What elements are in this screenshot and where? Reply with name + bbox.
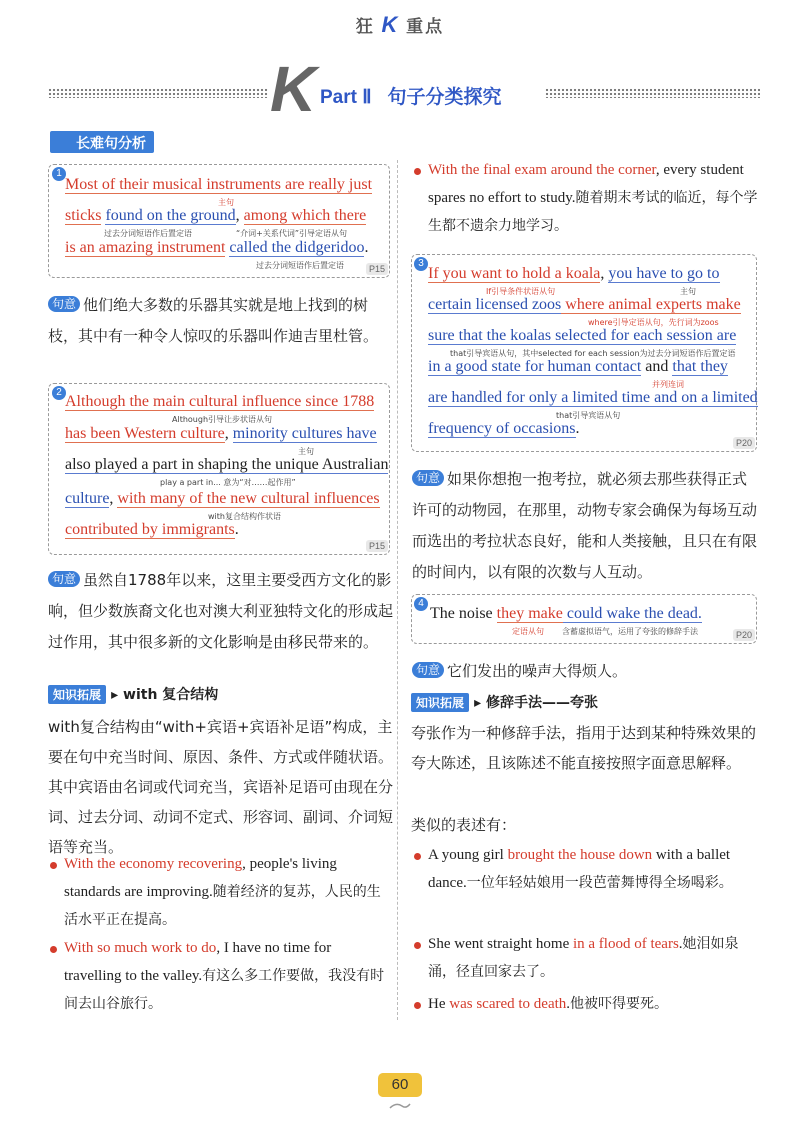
knowledge-body-1: with复合结构由“with+宾语+宾语补足语”构成，主要在句中充当时间、原因、条件、方式或伴随状语。其中宾语由名词或代词充当，宾语补足语可由现在分词、过去分词、动词不定式、形容词、副词、介词短语等充当。 bbox=[48, 718, 394, 856]
s2-line5: contributed by immigrants. bbox=[65, 521, 239, 538]
bullet bbox=[50, 946, 57, 953]
knowledge-heading-2: 知识拓展 ▸ 修辞手法——夸张 bbox=[411, 692, 598, 712]
s2-ann2: 主句 bbox=[298, 447, 314, 456]
s3-ann2: where引导定语从句，先行词为zoos bbox=[588, 318, 719, 327]
s3-ann4: 并列连词 bbox=[652, 380, 684, 389]
footer-ornament-icon bbox=[388, 1100, 412, 1112]
example-with-2: With so much work to do, I have no time for travelling to the valley.有这么多工作要做，我没有时间去山谷旅行。 bbox=[64, 940, 385, 1012]
bullet bbox=[414, 942, 421, 949]
s1-line1: Most of their musical instruments are really just bbox=[65, 176, 373, 193]
s2-line4: culture, with many of the new cultural influences bbox=[65, 490, 380, 507]
section-label: 长难句分析 bbox=[50, 131, 154, 153]
example-hyperbole-1: A young girl brought the house down with a ballet dance.一位年轻姑娘用一段芭蕾舞博得全场喝彩。 bbox=[428, 847, 733, 891]
sentence-number-4: 4 bbox=[414, 597, 428, 611]
s4-ann1b: 含蓄虚拟语气，运用了夸张的修辞手法 bbox=[562, 627, 698, 636]
running-header: 狂 K 重点 bbox=[355, 12, 445, 37]
translation-4: 句意 它们发出的噪声大得烦人。 bbox=[412, 656, 757, 687]
s3-ann3: that引导宾语从句，其中selected for each session为过去分词短语作后置定语 bbox=[450, 349, 736, 358]
knowledge-heading-1: 知识拓展 ▸ with 复合结构 bbox=[48, 684, 218, 704]
s1-ann3: 过去分词短语作后置定语 bbox=[256, 261, 344, 270]
bullet bbox=[50, 862, 57, 869]
example-hyperbole-3: He was scared to death.他被吓得要死。 bbox=[428, 996, 669, 1012]
translation-3: 句意 如果你想抱一抱考拉，就必须去那些获得正式许可的动物园，在那里，动物专家会确保为每场互动而选出的考拉状态良好，能和人类接触，且只在有限的时间内，以有限的次数与人互动。 bbox=[412, 470, 758, 581]
s1-line3: is an amazing instrument called the didgeridoo. bbox=[65, 239, 369, 256]
example-hyperbole-2: She went straight home in a flood of tears.她泪如泉涌，径直回家去了。 bbox=[428, 936, 739, 980]
page-number: 60 bbox=[378, 1073, 422, 1097]
s1-ann2a: 过去分词短语作后置定语 bbox=[104, 229, 192, 238]
s3-line5: are handled for only a limited time and on a limited bbox=[428, 389, 758, 406]
s4-line1: The noise they make could wake the dead. bbox=[430, 605, 702, 622]
s2-ann1: Although引导让步状语从句 bbox=[172, 415, 273, 424]
s3-line2: certain licensed zoos where animal experts make bbox=[428, 296, 741, 313]
s2-ann3: play a part in... 意为“对……起作用” bbox=[160, 478, 296, 487]
s4-ann1a: 定语从句 bbox=[512, 627, 544, 636]
page-ref-4: P20 bbox=[733, 629, 755, 641]
translation-1: 句意 他们绝大多数的乐器其实就是地上找到的树枝，其中有一种令人惊叹的乐器叫作迪吉里杜管。 bbox=[48, 296, 379, 345]
knowledge-body-2: 夸张作为一种修辞手法，指用于达到某种特殊效果的夸大陈述，且该陈述不能直接按照字面意思解释。 bbox=[411, 724, 757, 772]
similar-intro: 类似的表述有： bbox=[411, 816, 517, 834]
s1-ann1: 主句 bbox=[218, 198, 234, 207]
page-ref-2: P15 bbox=[366, 540, 388, 552]
s3-line1: If you want to hold a koala, you have to go to bbox=[428, 265, 720, 282]
sentence-number-1: 1 bbox=[52, 167, 66, 181]
dotted-rule-left bbox=[48, 88, 268, 98]
example-final-exam: With the final exam around the corner, every student spares no effort to study.随着期末考试的临近，每个学生都不遗余力地学习。 bbox=[428, 162, 758, 234]
bullet bbox=[414, 168, 421, 175]
page-ref-3: P20 bbox=[733, 437, 755, 449]
sentence-number-3: 3 bbox=[414, 257, 428, 271]
s3-ann1a: If引导条件状语从句 bbox=[486, 287, 556, 296]
s2-line3: also played a part in shaping the unique Australian bbox=[65, 456, 389, 473]
s3-line6: frequency of occasions. bbox=[428, 420, 580, 437]
s1-line2: sticks found on the ground, among which there bbox=[65, 207, 367, 224]
part-k-logo: K bbox=[270, 53, 317, 125]
s2-line2: has been Western culture, minority cultures have bbox=[65, 425, 377, 442]
s2-ann4: with复合结构作状语 bbox=[208, 512, 281, 521]
translation-2: 句意 虽然自1788年以来，这里主要受西方文化的影响，但少数族裔文化也对澳大利亚独特文化的形成起过作用，其中很多新的文化影响是由移民带来的。 bbox=[48, 571, 394, 651]
part-heading: Part Ⅱ 句子分类探究 bbox=[320, 87, 502, 108]
sentence-number-2: 2 bbox=[52, 386, 66, 400]
dotted-rule-right bbox=[545, 88, 760, 98]
bullet bbox=[414, 853, 421, 860]
s1-ann2b: “介词+关系代词”引导定语从句 bbox=[236, 229, 347, 238]
column-divider bbox=[397, 160, 398, 1020]
example-with-1: With the economy recovering, people's living standards are improving.随着经济的复苏，人民的生活水平正在提高。 bbox=[64, 856, 381, 928]
s3-line4: in a good state for human contact and that they bbox=[428, 358, 728, 375]
s2-line1: Although the main cultural influence since 1788 bbox=[65, 393, 375, 410]
s3-line3: sure that the koalas selected for each session are bbox=[428, 327, 737, 344]
s3-ann1b: 主句 bbox=[680, 287, 696, 296]
s3-ann5: that引导宾语从句 bbox=[556, 411, 621, 420]
bullet bbox=[414, 1002, 421, 1009]
page-ref-1: P15 bbox=[366, 263, 388, 275]
